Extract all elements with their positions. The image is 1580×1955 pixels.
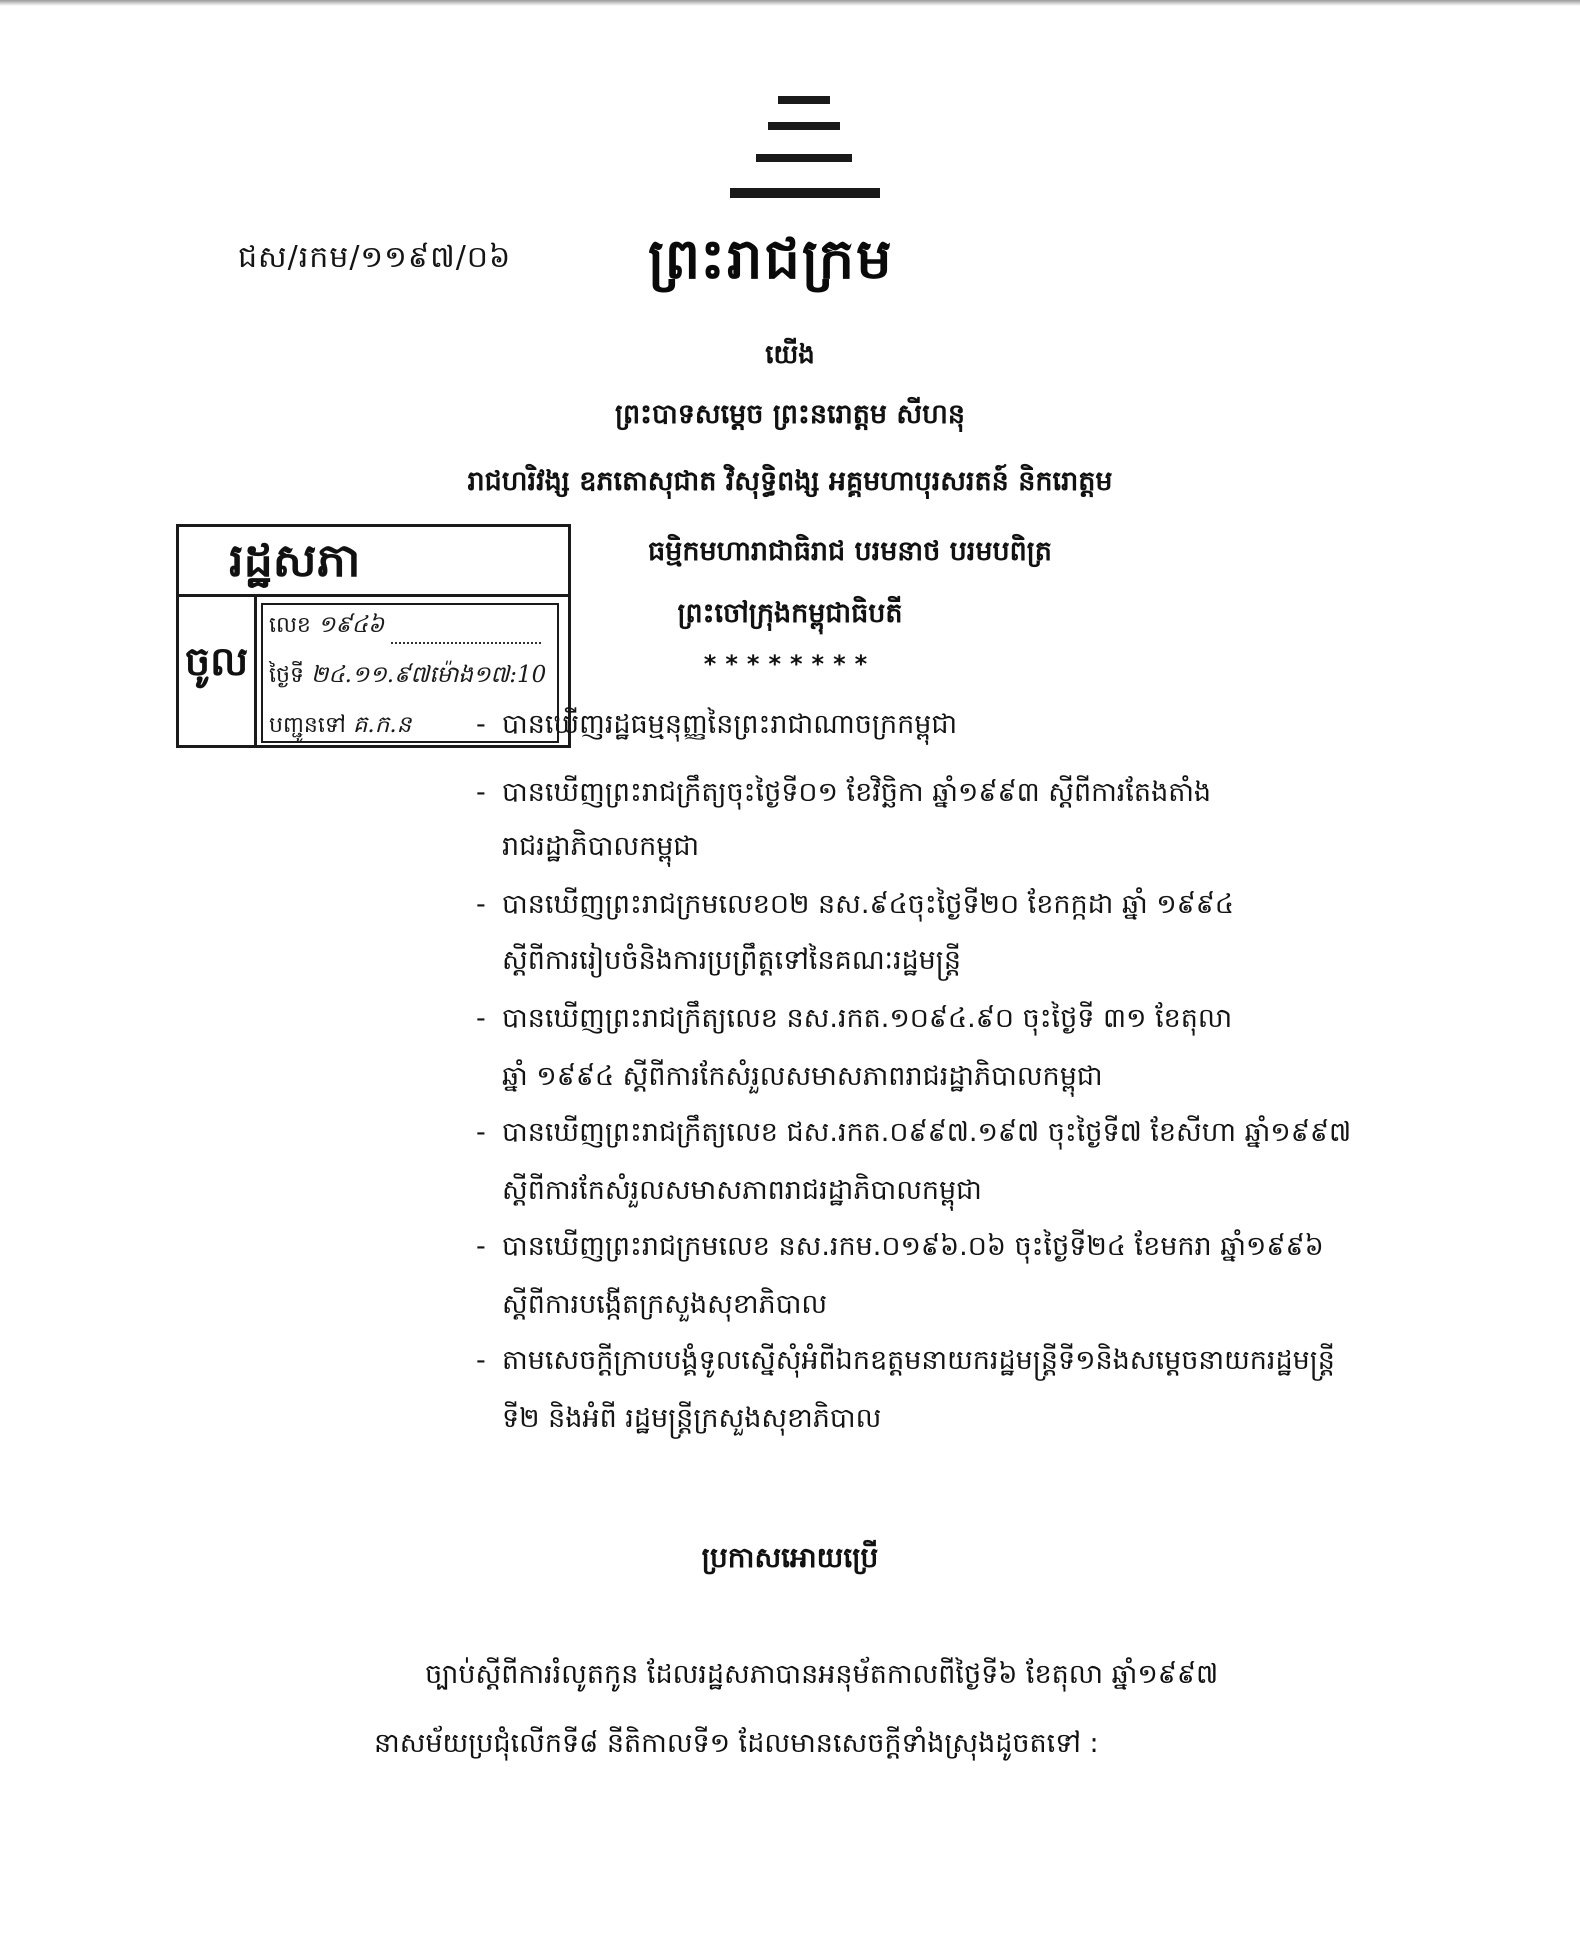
- whereas-text: ស្តីពីការកែសំរួលសមាសភាពរាជរដ្ឋាភិបាលកម្ពុជា: [502, 1175, 982, 1206]
- whereas-text: បានឃើញព្រះរាជក្រឹត្យចុះថ្ងៃទី០១ ខែវិច្ឆិកា ឆ្នាំ១៩៩៣ ស្តីពីការតែងតាំង: [502, 777, 1212, 808]
- stamp-number-field: [269, 611, 541, 644]
- document-title: ព្រះរាជក្រម: [648, 226, 894, 292]
- stamp-date-field: [269, 661, 546, 694]
- royal-emblem-icon: [720, 92, 890, 210]
- preamble-kingdom: ព្រះចៅក្រុងកម្ពុជាធិបតី: [677, 598, 903, 629]
- whereas-item: - បានឃើញព្រះរាជក្រឹត្យលេខ នស.រកត.១០៩៤.៩០ ចុះថ្ងៃទី ៣១ ខែតុលា: [476, 1003, 1233, 1034]
- whereas-item: - បានឃើញព្រះរាជក្រមលេខ នស.រកម.០១៩៦.០៦ ចុះថ្ងៃទី២៤ ខែមករា ឆ្នាំ១៩៩៦: [476, 1231, 1324, 1262]
- preamble-we: យើង: [765, 340, 815, 370]
- whereas-text: បានឃើញព្រះរាជក្រឹត្យលេខ នស.រកត.១០៩៤.៩០ ចុះថ្ងៃទី ៣១ ខែតុលា: [502, 1003, 1233, 1034]
- whereas-text: បានឃើញរដ្ឋធម្មនុញ្ញនៃព្រះរាជាណាចក្រកម្ពុជា: [502, 709, 958, 740]
- stamp-number-value: ១៩៤៦: [317, 612, 385, 638]
- whereas-text: ឆ្នាំ ១៩៩៤ ស្តីពីការកែសំរួលសមាសភាពរាជរដ្ឋាភិបាលកម្ពុជា: [502, 1061, 1103, 1092]
- whereas-item-continuation: [476, 944, 961, 983]
- stamp-forward-label: បញ្ជូនទៅ: [269, 713, 346, 738]
- stamp-date-value: ២៤.១១.៩៧ម៉ោង១៧:10: [310, 662, 547, 688]
- whereas-text: ទី២ និងអំពី រដ្ឋមន្ត្រីក្រសួងសុខាភិបាល: [502, 1403, 882, 1434]
- preamble-king-name: ព្រះបាទសម្តេច ព្រះនរោត្តម សីហនុ: [615, 399, 965, 430]
- whereas-text: បានឃើញព្រះរាជក្រឹត្យលេខ ជស.រកត.០៩៩៧.១៩៧ ចុះថ្ងៃទី៧ ខែសីហា ឆ្នាំ១៩៩៧: [502, 1117, 1352, 1148]
- whereas-item-continuation: [476, 1174, 982, 1213]
- stamp-dotted-line: [391, 624, 541, 644]
- stamp-number-label: លេខ: [269, 613, 311, 638]
- whereas-item-continuation: [476, 1402, 881, 1441]
- document-number: ជស/រកម/១១៩៧/០៦: [238, 240, 512, 275]
- stamp-date-label: ថ្ងៃទី: [269, 663, 304, 688]
- whereas-text: តាមសេចក្តីក្រាបបង្គំទូលស្នើសុំអំពីឯកឧត្តមនាយករដ្ឋមន្ត្រីទី១និងសម្តេចនាយករដ្ឋមន្ត្រី: [502, 1345, 1335, 1376]
- preamble-king-titles-2: ធម្មិកមហារាជាធិរាជ បរមនាថ បរមបពិត្រ: [648, 536, 1052, 567]
- separator-stars: ********: [703, 650, 877, 678]
- whereas-item-continuation: [476, 1288, 827, 1327]
- whereas-text: ស្តីពីការរៀបចំនិងការប្រព្រឹត្តទៅនៃគណៈរដ្ឋមន្ត្រី: [502, 945, 961, 976]
- stamp-header: រដ្ឋសភា: [179, 527, 568, 597]
- promulgate-heading: ប្រកាសអោយប្រើ: [701, 1541, 879, 1574]
- stamp-side-label: ចូល: [179, 597, 257, 745]
- whereas-text: ស្តីពីការបង្កើតក្រសួងសុខាភិបាល: [502, 1289, 828, 1320]
- body-line-1: ច្បាប់ស្តីពីការរំលូតកូន ដែលរដ្ឋសភាបានអនុម័តកាលពីថ្ងៃទី៦ ខែតុលា ឆ្នាំ១៩៩៧: [425, 1659, 1219, 1690]
- whereas-item: - តាមសេចក្តីក្រាបបង្គំទូលស្នើសុំអំពីឯកឧត្តមនាយករដ្ឋមន្ត្រីទី១និងសម្តេចនាយករដ្ឋមន្ត្រី: [476, 1345, 1335, 1376]
- whereas-item: - បានឃើញរដ្ឋធម្មនុញ្ញនៃព្រះរាជាណាចក្រកម្ពុជា: [476, 709, 958, 740]
- stamp-forward-value: គ.ក.ន: [352, 712, 412, 738]
- whereas-item-continuation: [476, 1060, 1103, 1099]
- whereas-item: - បានឃើញព្រះរាជក្រឹត្យចុះថ្ងៃទី០១ ខែវិច្ឆិកា ឆ្នាំ១៩៩៣ ស្តីពីការតែងតាំង: [476, 777, 1212, 808]
- body-line-2: នាសម័យប្រជុំលើកទី៨ នីតិកាលទី១ ដែលមានសេចក្តីទាំងស្រុងដូចតទៅ :: [374, 1728, 1099, 1759]
- whereas-text: បានឃើញព្រះរាជក្រមលេខ០២ នស.៩៤ចុះថ្ងៃទី២០ ខែកក្កដា ឆ្នាំ ១៩៩៤: [502, 889, 1235, 920]
- stamp-forward-field: [269, 711, 411, 744]
- whereas-item: - បានឃើញព្រះរាជក្រឹត្យលេខ ជស.រកត.០៩៩៧.១៩៧ ចុះថ្ងៃទី៧ ខែសីហា ឆ្នាំ១៩៩៧: [476, 1117, 1352, 1148]
- page-top-edge: [0, 0, 1580, 6]
- whereas-text: បានឃើញព្រះរាជក្រមលេខ នស.រកម.០១៩៦.០៦ ចុះថ្ងៃទី២៤ ខែមករា ឆ្នាំ១៩៩៦: [502, 1231, 1324, 1262]
- whereas-item: - បានឃើញព្រះរាជក្រមលេខ០២ នស.៩៤ចុះថ្ងៃទី២០ ខែកក្កដា ឆ្នាំ ១៩៩៤: [476, 889, 1235, 920]
- whereas-text: រាជរដ្ឋាភិបាលកម្ពុជា: [502, 831, 700, 862]
- whereas-item-continuation: [476, 830, 699, 869]
- preamble-king-titles-1: រាជហរិវង្ស ឧភតោសុជាត វិសុទ្ធិពង្ស អគ្គមហាបុរសរតន៍ និករោត្តម: [467, 466, 1113, 497]
